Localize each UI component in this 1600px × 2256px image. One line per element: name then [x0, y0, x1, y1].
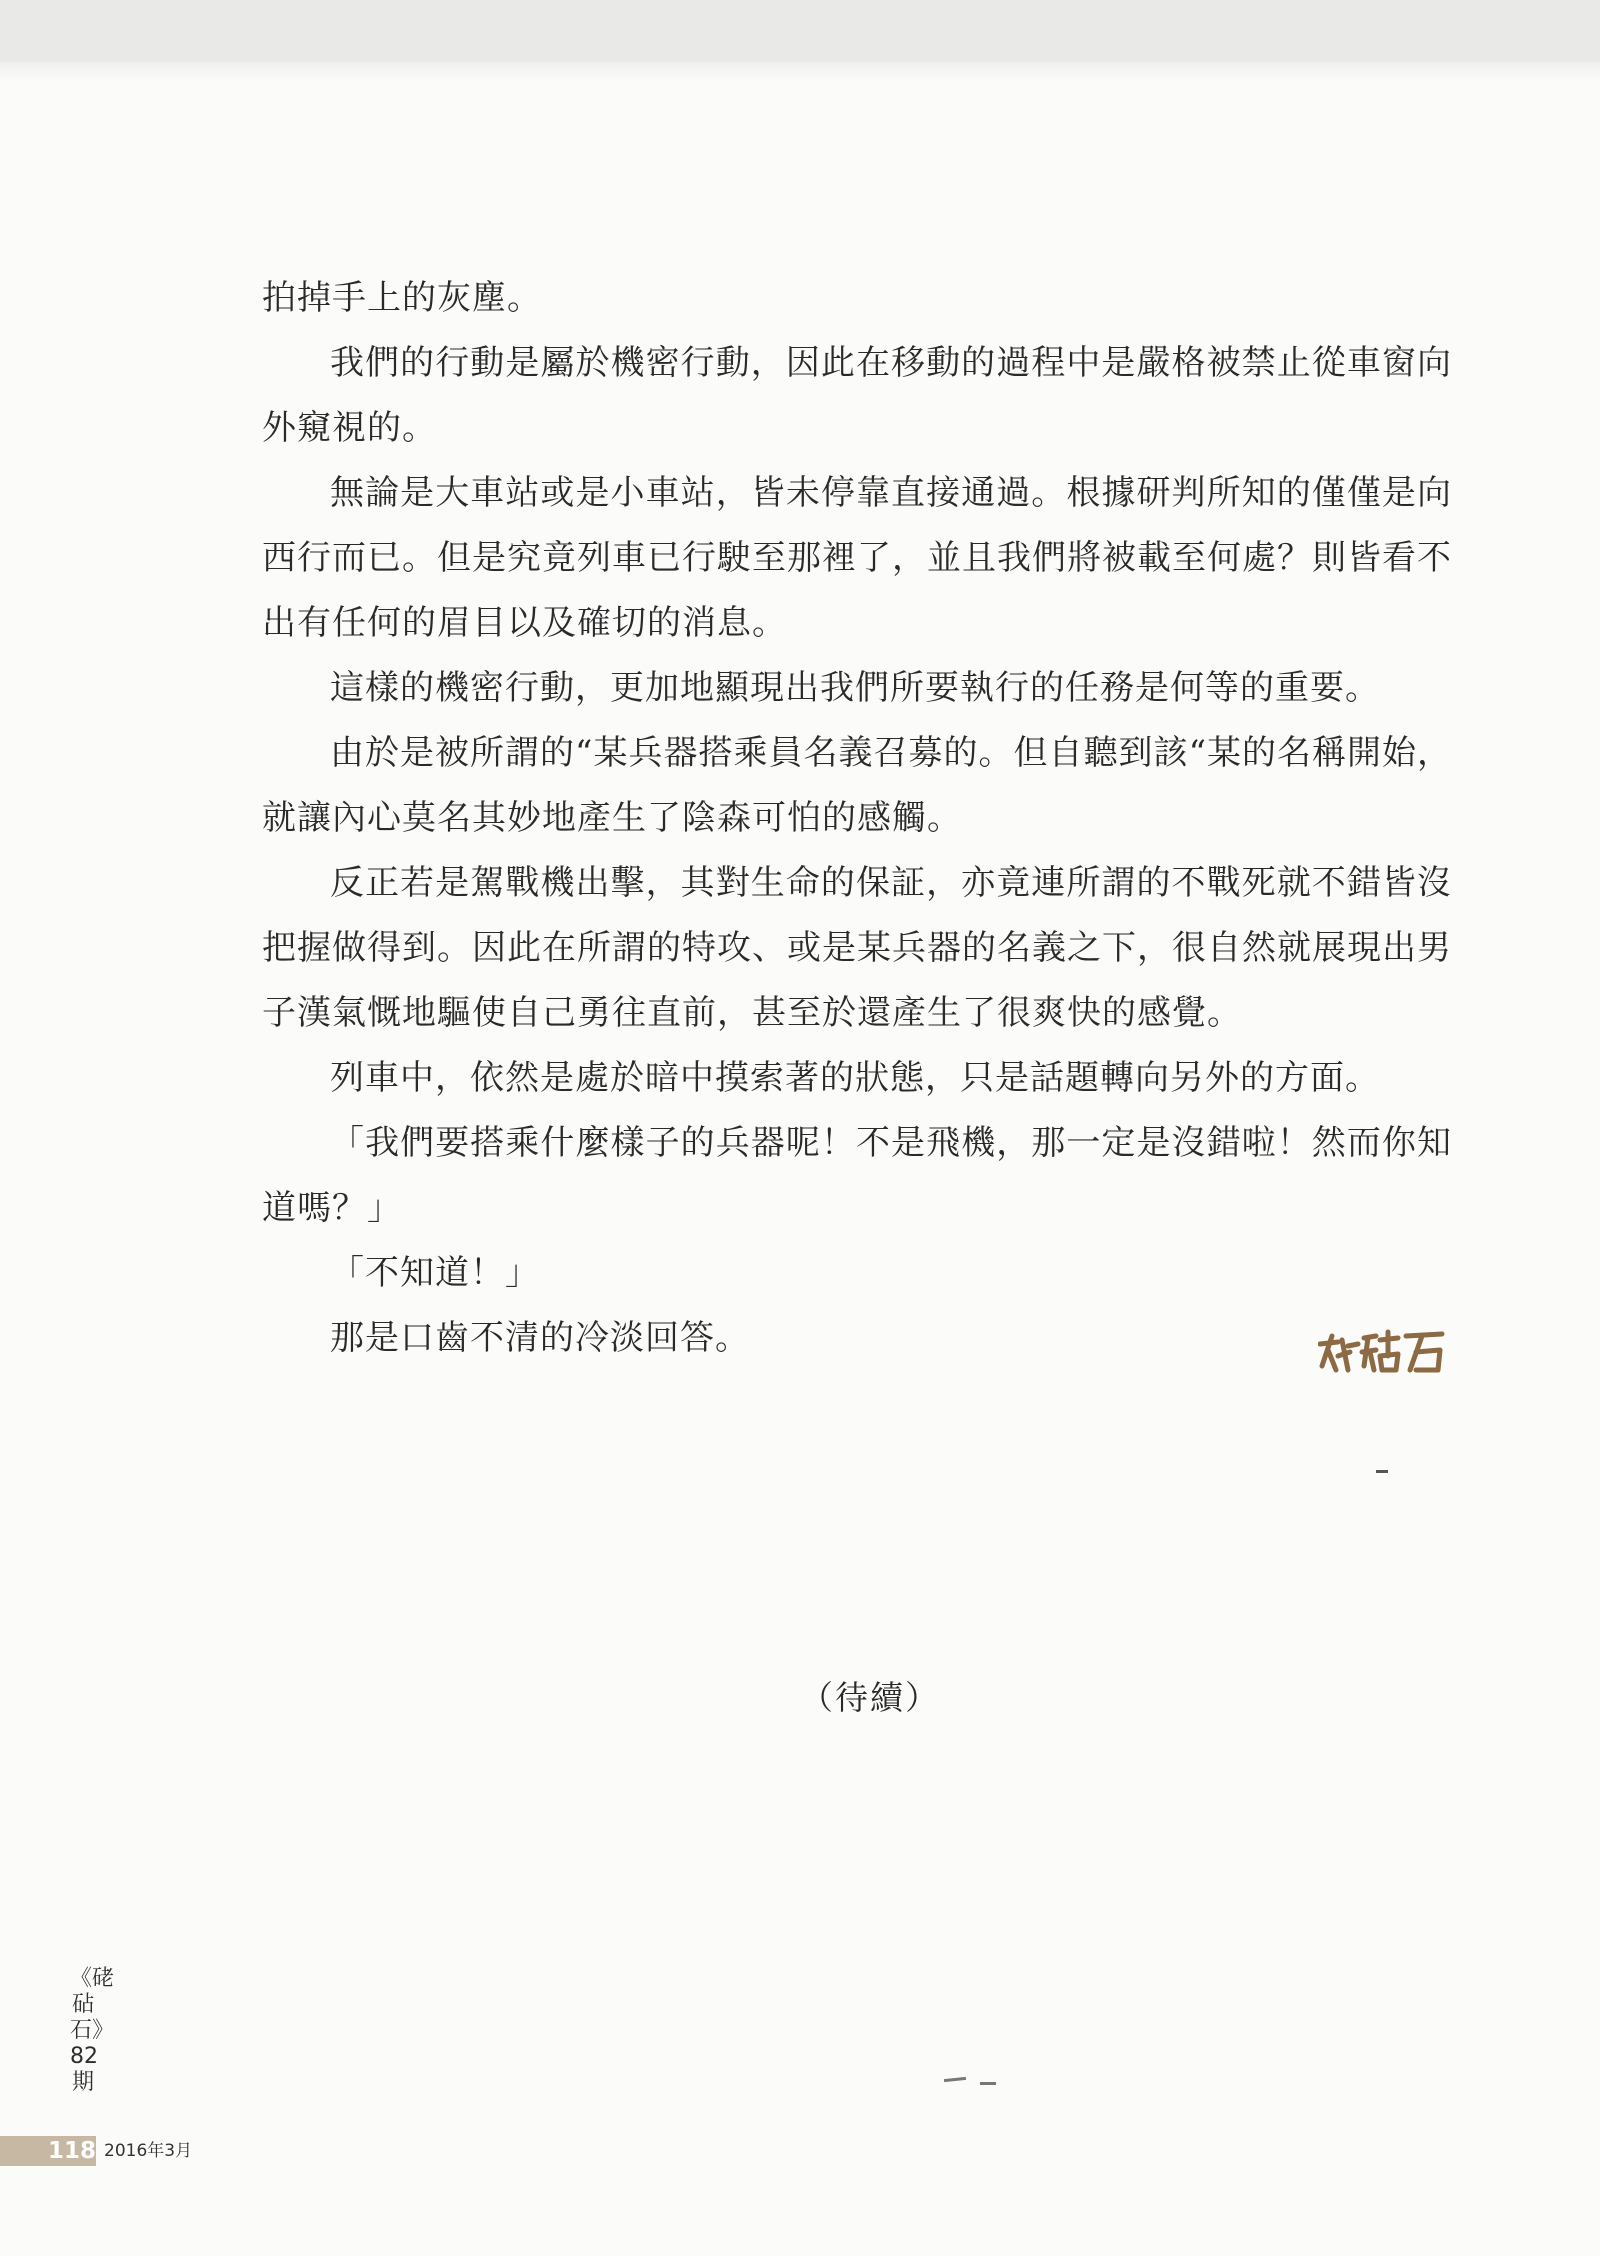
publication-vertical-title: 《硓砧石》82期	[70, 1966, 115, 2095]
paragraph-9: 「不知道！」	[330, 1253, 540, 1293]
to-be-continued-label: （待續）	[800, 1678, 940, 1717]
page-number: 118	[47, 2138, 96, 2164]
paragraph-5: 由於是被所謂的“某兵器搭乘員名義召募的。但自聽到該“某的名稱開始，就讓內心莫名其妙地產生了陰森可怕的感觸。	[262, 733, 1452, 838]
article-body	[262, 266, 1452, 1371]
paragraph-7: 列車中，依然是處於暗中摸索著的狀態，只是話題轉向另外的方面。	[330, 1058, 1380, 1098]
paragraph-10: 那是口齒不清的冷淡回答。	[330, 1318, 750, 1358]
paragraph-6: 反正若是駕戰機出擊，其對生命的保証，亦竟連所謂的不戰死就不錯皆沒把握做得到。因此在所謂的特攻、或是某兵器的名義之下，很自然就展現出男子漢氣慨地驅使自己勇往直前，甚至於還產生了很爽快的感覺。	[262, 863, 1452, 1033]
brush-calligraphy-logo-icon	[1318, 1326, 1448, 1376]
issue-date: 2016年3月	[104, 2141, 193, 2161]
print-speck	[1376, 1470, 1388, 1473]
top-scan-band	[0, 0, 1600, 62]
paragraph-4: 這樣的機密行動，更加地顯現出我們所要執行的任務是何等的重要。	[330, 668, 1380, 708]
paragraph-8: 「我們要搭乘什麼樣子的兵器呢！不是飛機，那一定是沒錯啦！然而你知道嗎？」	[262, 1123, 1452, 1228]
paragraph-3: 無論是大車站或是小車站，皆未停靠直接通過。根據研判所知的僅僅是向西行而已。但是究竟列車已行駛至那裡了，並且我們將被載至何處？則皆看不出有任何的眉目以及確切的消息。	[262, 473, 1452, 643]
scan-speck	[944, 2077, 966, 2082]
top-scan-shadow	[0, 62, 1600, 82]
paragraph-2: 我們的行動是屬於機密行動，因此在移動的過程中是嚴格被禁止從車窗向外窺視的。	[262, 343, 1452, 448]
paragraph-1: 拍掉手上的灰塵。	[262, 278, 542, 318]
scan-speck	[980, 2082, 996, 2085]
